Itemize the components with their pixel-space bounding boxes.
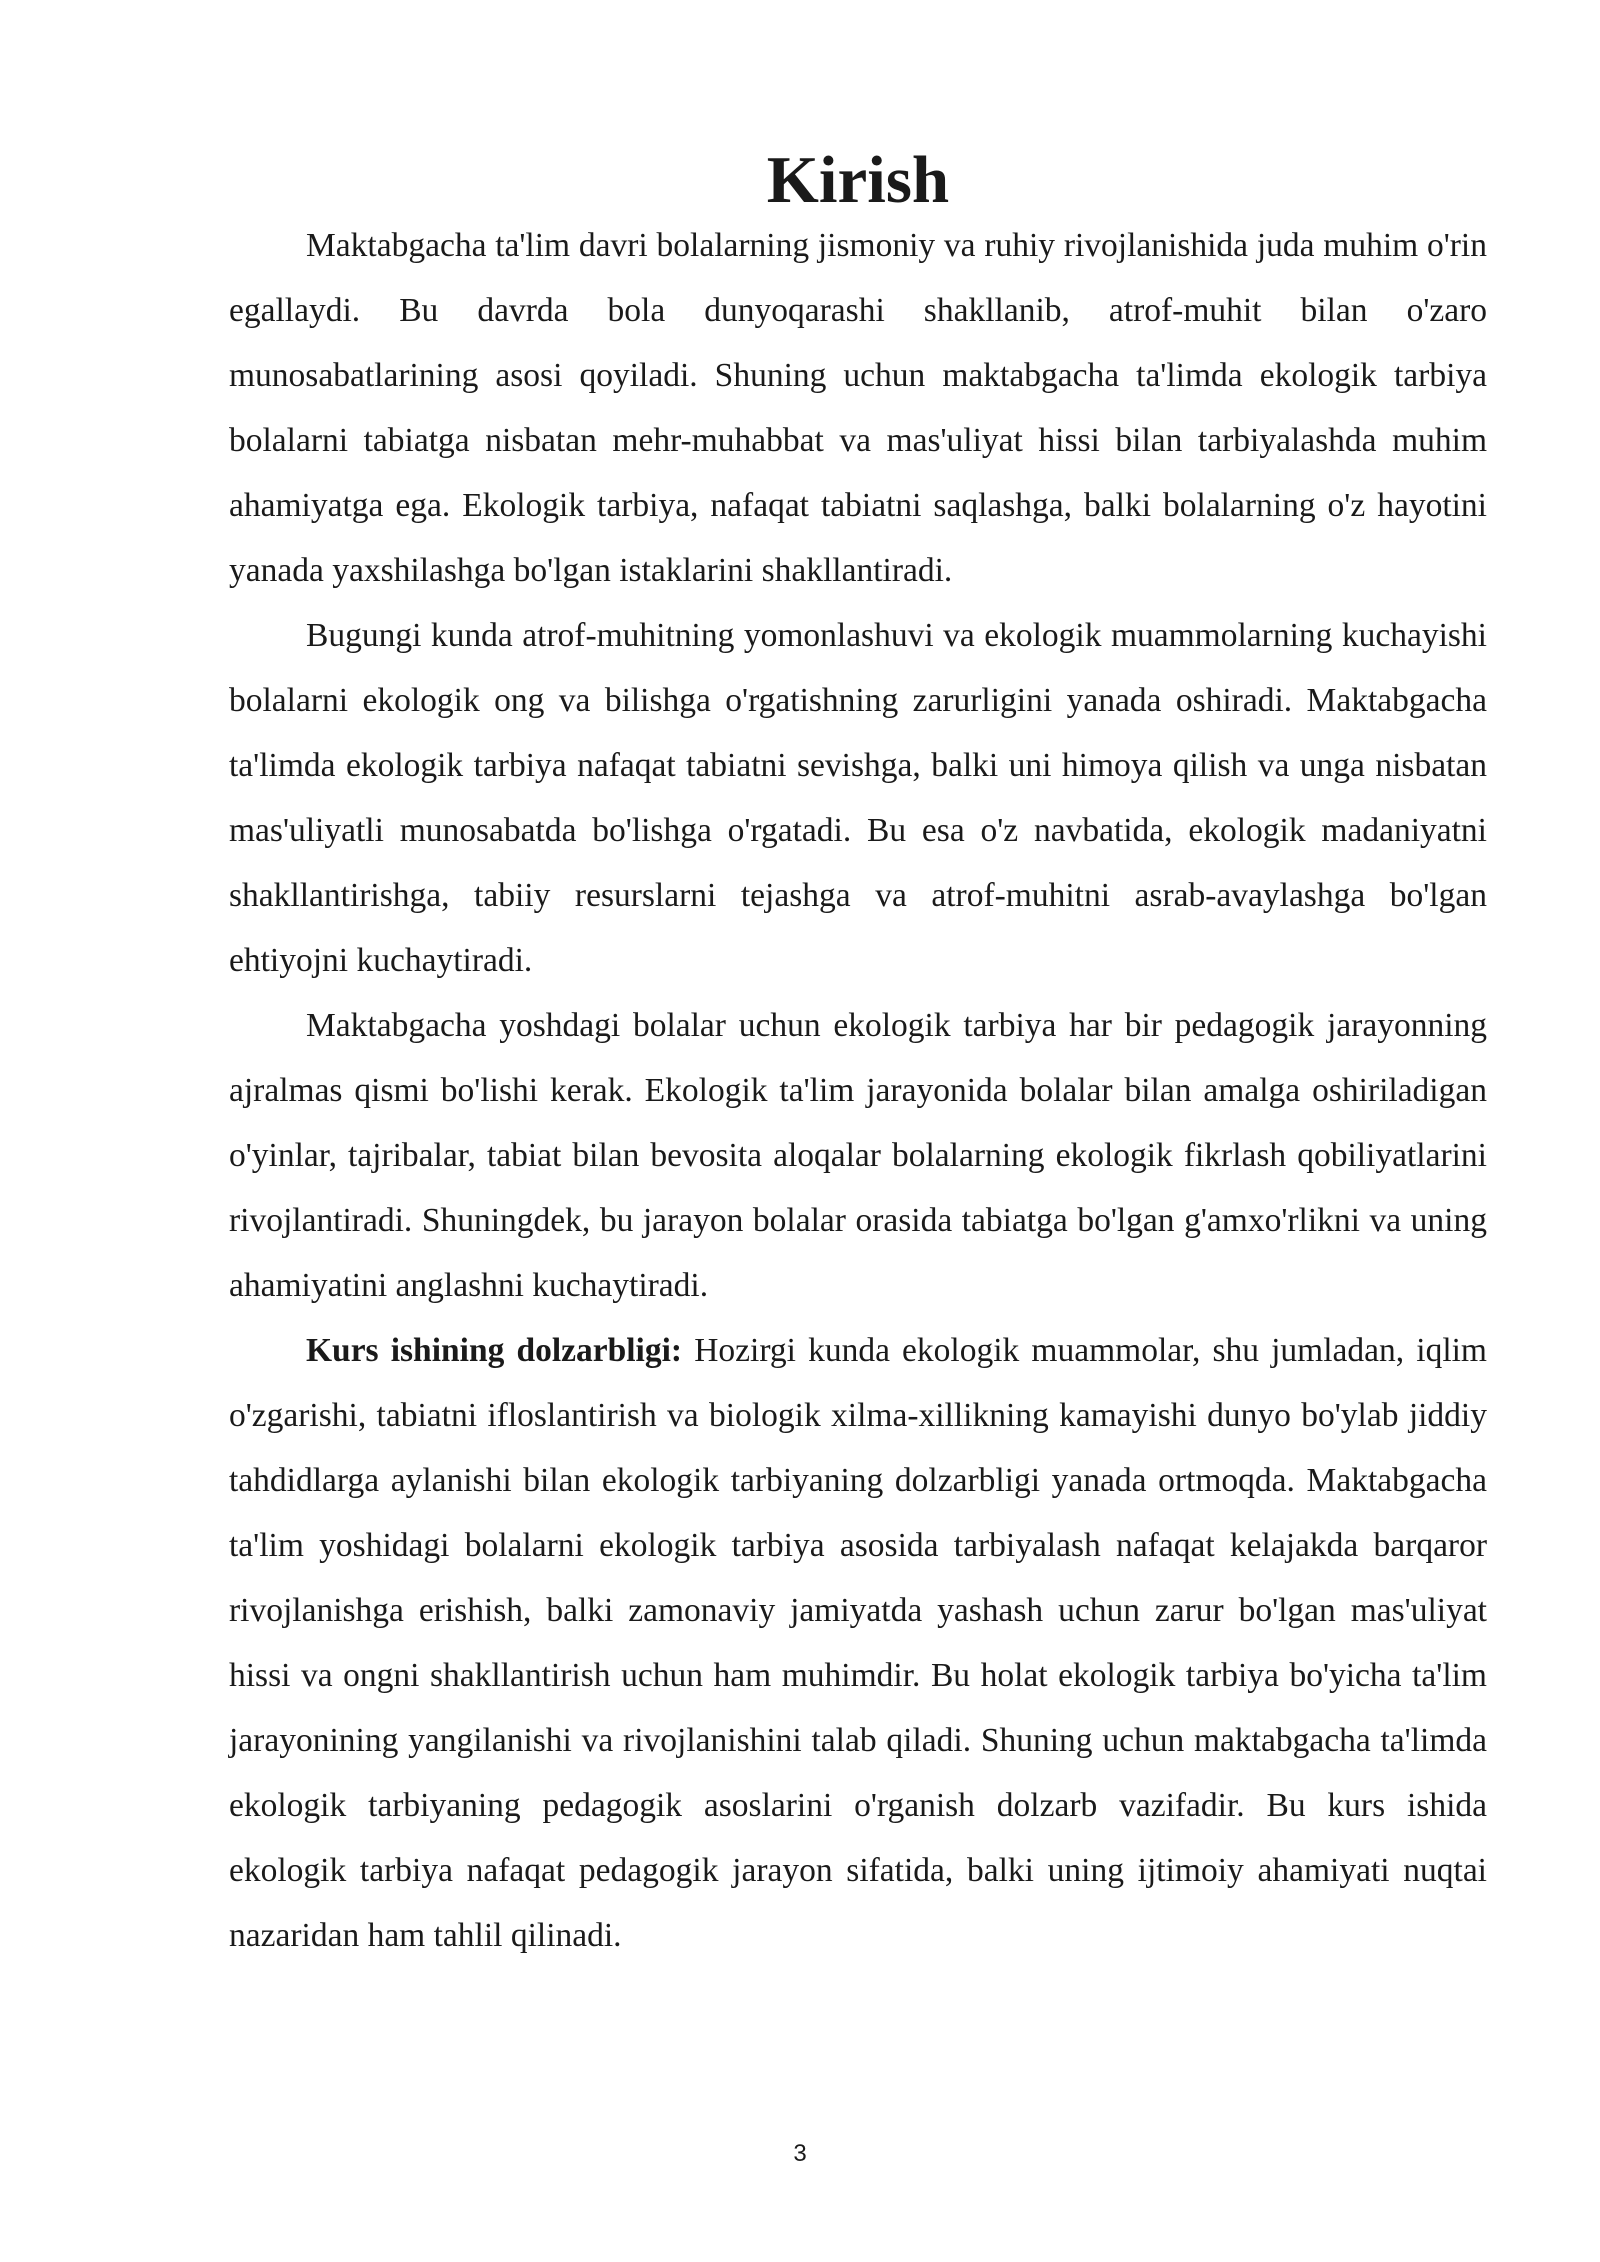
paragraph-text: Maktabgacha yoshdagi bolalar uchun ekologik tarbiya har bir pedagogik jarayonning ajralmas qismi bo'lishi kerak. Ekologik ta'lim jarayonida bolalar bilan amalga oshiriladigan o'yinlar, tajribalar, tabiat bilan bevosita aloqalar bolalarning ekologik fikrlash qobiliyatlarini rivojlantiradi. Shuningdek, bu jarayon bolalar orasida tabiatga bo'lgan g'amxo'rlikni va uning ahamiyatini anglashni kuchaytiradi. [229,1007,1487,1304]
paragraph-text: Maktabgacha ta'lim davri bolalarning jismoniy va ruhiy rivojlanishida juda muhim o'rin egallaydi. Bu davrda bola dunyoqarashi shakllanib, atrof-muhit bilan o'zaro munosabatlarining asosi qoyiladi. Shuning uchun maktabgacha ta'limda ekologik tarbiya bolalarni tabiatga nisbatan mehr-muhabbat va mas'uliyat hissi bilan tarbiyalashda muhim ahamiyatga ega. Ekologik tarbiya, nafaqat tabiatni saqlashga, balki bolalarning o'z hayotini yanada yaxshilashga bo'lgan istaklarini shakllantiradi. [229,227,1487,589]
paragraph-2 [229,603,1487,993]
page-content [229,143,1487,1968]
relevance-heading: Kurs ishining dolzarbligi: [306,1332,683,1369]
paragraph-relevance [229,1318,1487,1968]
page-number: 3 [793,2140,807,2167]
paragraph-text: Bugungi kunda atrof-muhitning yomonlashuvi va ekologik muammolarning kuchayishi bolalarni ekologik ong va bilishga o'rgatishning zarurligini yanada oshiradi. Maktabgacha ta'limda ekologik tarbiya nafaqat tabiatni sevishga, balki uni himoya qilish va unga nisbatan mas'uliyatli munosabatda bo'lishga o'rgatadi. Bu esa o'z navbatida, ekologik madaniyatni shakllantirishga, tabiiy resurslarni tejashga va atrof-muhitni asrab-avaylashga bo'lgan ehtiyojni kuchaytiradi. [229,617,1487,979]
paragraph-3 [229,993,1487,1318]
paragraph-1 [229,213,1487,603]
paragraph-text: Hozirgi kunda ekologik muammolar, shu jumladan, iqlim o'zgarishi, tabiatni ifloslantirish va biologik xilma-xillikning kamayishi dunyo bo'ylab jiddiy tahdidlarga aylanishi bilan ekologik tarbiyaning dolzarbligi yanada ortmoqda. Maktabgacha ta'lim yoshidagi bolalarni ekologik tarbiya asosida tarbiyalash nafaqat kelajakda barqaror rivojlanishga erishish, balki zamonaviy jamiyatda yashash uchun zarur bo'lgan mas'uliyat hissi va ongni shakllantirish uchun ham muhimdir. Bu holat ekologik tarbiya bo'yicha ta'lim jarayonining yangilanishi va rivojlanishini talab qiladi. Shuning uchun maktabgacha ta'limda ekologik tarbiyaning pedagogik asoslarini o'rganish dolzarb vazifadir. Bu kurs ishida ekologik tarbiya nafaqat pedagogik jarayon sifatida, balki uning ijtimoiy ahamiyati nuqtai nazaridan ham tahlil qilinadi. [229,1332,1487,1954]
section-title: Kirish [766,143,950,217]
